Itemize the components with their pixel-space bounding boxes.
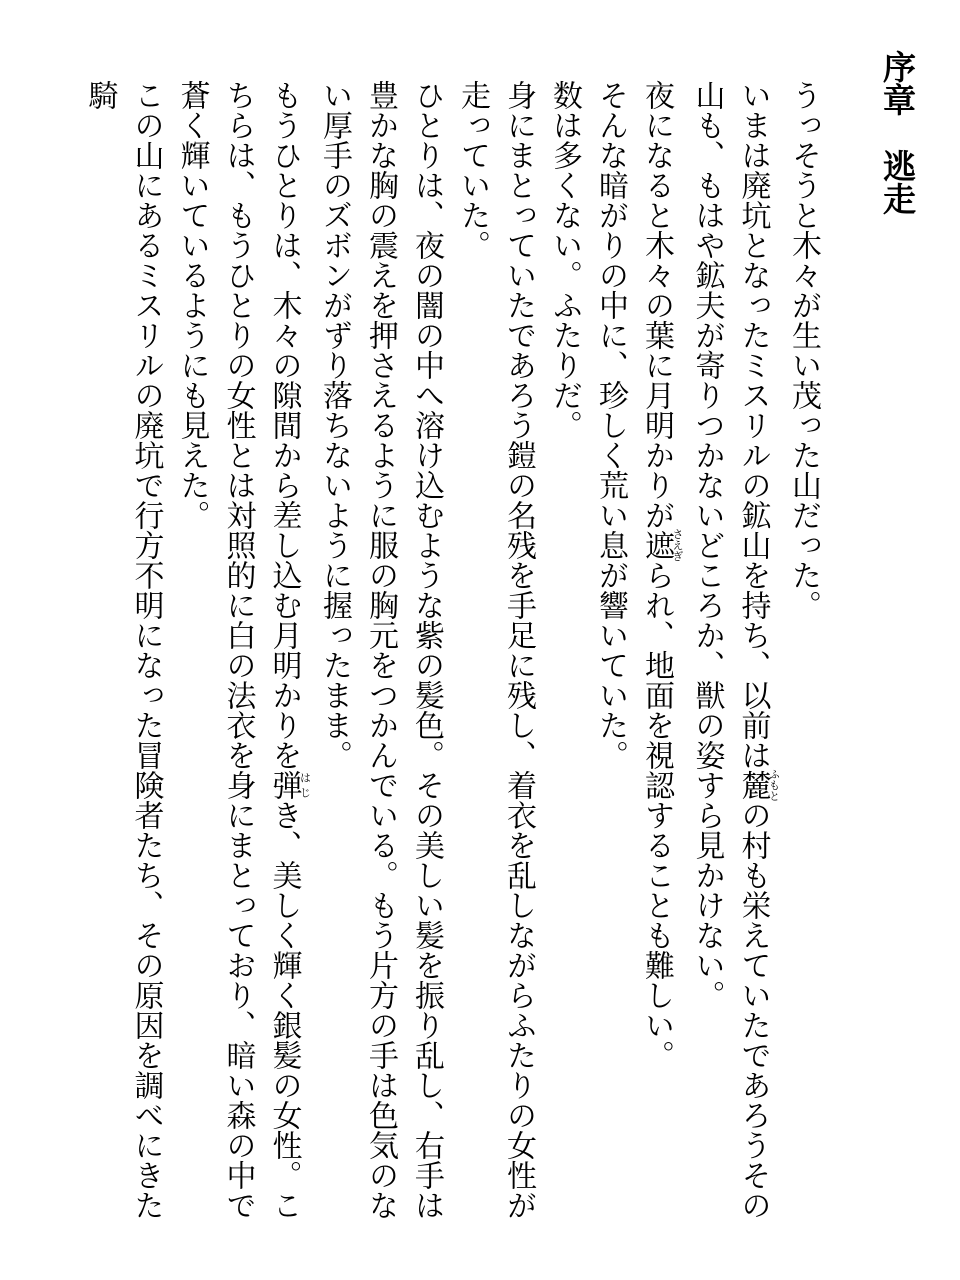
- text-segment: ひとりは、夜の闇の中へ溶け込むような紫の髪色。その美しい髪を振り乱し、右手は豊かな胸の震えを押さえるように服の胸元をつかんでいる。もう片方の手は色気のない厚手のズボンがずり落ちないように握ったまま。: [317, 80, 444, 1220]
- ruby-base: 麓: [735, 768, 771, 802]
- paragraph: [633, 50, 684, 1240]
- ruby-word: [266, 770, 312, 800]
- paragraph: [449, 50, 541, 1240]
- paragraph: [541, 50, 587, 1240]
- text-segment: き、美しく輝く銀髪の女性。こちらは、もうひとりの女性とは対照的に白の法衣を身にまとっており、暗い森の中で蒼く輝いているようにも見えた。: [174, 80, 302, 1220]
- text-segment: 数は多くない。ふたりだ。: [547, 80, 582, 440]
- text-segment: うっそうと木々が生い茂った山だった。: [786, 80, 821, 620]
- ruby-base: 弾: [266, 770, 302, 800]
- text-segment: いまは廃坑となったミスリルの鉱山を持ち、以前は: [735, 80, 771, 770]
- text-segment: られ、地面を視認することも難しい。: [639, 560, 674, 1070]
- text-segment: もうひとりは、木々の隙間から差し込む月明かりを: [266, 80, 302, 770]
- chapter-number: 序章: [878, 50, 917, 116]
- paragraph: [77, 50, 169, 1240]
- body-text: [77, 50, 827, 1250]
- ruby-reading: はじ: [298, 770, 312, 800]
- vertical-text-block: [77, 50, 921, 1250]
- chapter-heading: [874, 50, 920, 1250]
- text-segment: そんな暗がりの中に、珍しく荒い息が響いていた。: [593, 80, 628, 770]
- text-segment: 夜になると木々の葉に月明かりが: [639, 80, 674, 530]
- paragraph: [780, 50, 826, 1240]
- text-segment: この山にあるミスリルの廃坑で行方不明になった冒険者たち、その原因を調べにきた騎: [82, 80, 164, 1220]
- paragraph: [169, 50, 312, 1240]
- paragraph: [311, 50, 449, 1240]
- ruby-reading: ふもと: [767, 768, 781, 802]
- ruby-word: [735, 768, 781, 802]
- text-segment: 身にまとっていたであろう鎧の名残を手足に残し、着衣を乱しながらふたりの女性が走っていた。: [455, 80, 536, 1220]
- ruby-base: 遮: [639, 528, 674, 562]
- ruby-reading: さえぎ: [671, 528, 684, 562]
- paragraph: [587, 50, 633, 1240]
- text-segment: の村も栄えていたであろうその山も、もはや鉱夫が寄りつかないどころか、獣の姿すら見かけない。: [689, 80, 771, 1220]
- chapter-title: 逃走: [878, 149, 917, 215]
- ruby-word: [639, 528, 684, 562]
- paragraph: [684, 50, 781, 1240]
